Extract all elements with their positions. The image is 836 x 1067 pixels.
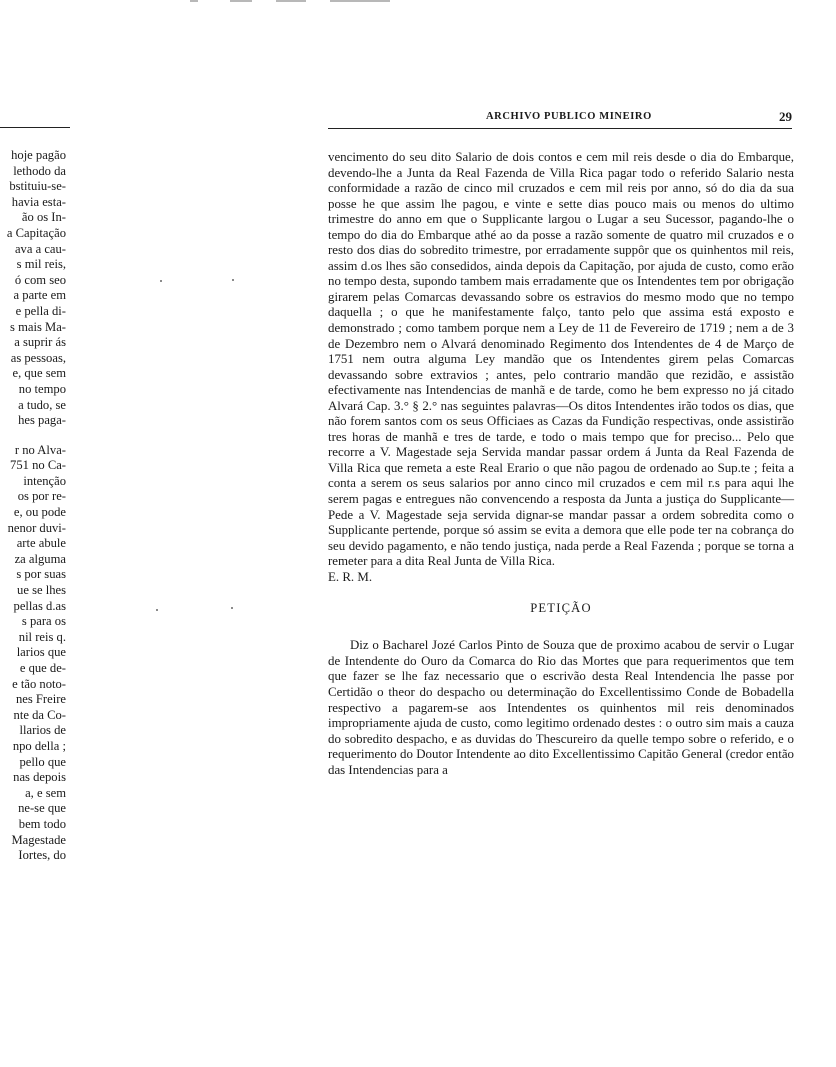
facing-page-line: Magestade	[11, 832, 66, 847]
facing-page-line: nas depois	[13, 770, 66, 785]
page-number: 29	[779, 109, 792, 124]
signoff: E. R. M.	[328, 569, 373, 584]
main-text-column	[328, 150, 794, 778]
header-rule	[328, 128, 792, 129]
facing-page-line: a Capitação	[6, 225, 66, 240]
facing-page-line: za alguma	[14, 551, 66, 566]
facing-page-line: bstituiu-se-	[9, 179, 66, 194]
facing-page-line: ue se lhes	[17, 583, 66, 598]
scan-top-smudge	[190, 0, 410, 4]
page-header	[328, 110, 792, 126]
body-paragraph: Diz o Bacharel Jozé Carlos Pinto de Souza que de proximo acabou de servir o Lugar de Intendente do Ouro da Comarca do Rio das Mortes que para requerimentos que tem que fazer se lhe faz necessario que o escrivão desta Real Intendencia lhe passe por Certidão o theor do despacho ou determinação do Excellentissimo Conde de Bobadella respectivo a pagarem-se aos Intendentes os quinhentos mil reis denominados impropriamente ajuda de custo, como legitimo ordenado destes : o outro sim mais a cauza do sobredito despacho, e as duvidas do Thescureiro da quelle tempo sobre o referido, e o requerimento do Doutor Intendente ao dito Excellentissimo Capitão General (credor então das Intendencias para a	[328, 638, 794, 777]
facing-page-line: a suprir ás	[14, 335, 66, 350]
facing-page-gap	[0, 429, 66, 443]
facing-page-line: npo della ;	[12, 738, 66, 753]
facing-page-line: ó com seo	[14, 272, 66, 287]
facing-page-line: a tudo, se	[18, 397, 66, 412]
facing-page-line: intenção	[23, 473, 66, 488]
facing-page-line: hoje pagão	[11, 148, 66, 162]
facing-page-line: as pessoas,	[10, 350, 66, 365]
running-title: ARCHIVO PUBLICO MINEIRO	[486, 111, 652, 122]
facing-page-line: no tempo	[18, 381, 66, 396]
facing-page-line: havia esta-	[11, 194, 66, 209]
facing-page-line: s mais Ma-	[10, 319, 66, 334]
facing-page-line: llarios de	[19, 723, 66, 738]
facing-page-line: os por re-	[17, 489, 66, 504]
facing-page-line: ão os In-	[21, 210, 66, 225]
facing-page-line: lethodo da	[13, 163, 66, 178]
facing-page-line: bem todo	[18, 816, 66, 831]
body-paragraph: vencimento do seu dito Salario de dois contos e cem mil reis desde o dia do Embarque, devendo-lhe a Junta da Real Fazenda de Villa Rica pagar todo o referido Salario nesta conformidade a razão de cinco mil cruzados e cem mil reis por anno, só do dia da sua posse he que assim lhe pagou, e vinte e sette dias pouco mais ou menos do ultimo trimestre do anno em que o Supplicante largou o Lugar a seu Sucessor, pagando-lhe o tempo do dia do Embarque athé ao da posse a razão somente de quatro mil cruzados e o resto dos dias do sobredito trimestre, por erradamente suppôr que os quinhentos mil reis, assim d.os lhes são consedidos, ainda depois da Capitação, por ajuda de custo, como erão no tempo desta, supondo tambem mais erradamente que os Intendentes tem por obrigação girarem pelas Comarcas devassando sobre os estravios do mesmo modo que no tempo daquella ; o que he manifestamente falço, tanto pelo que assima está exposto e demonstrado ; como tambem porque nem a Ley de 11 de Fevereiro de 1719 ; nem a de 3 de Dezembro nem o Alvará denominado Regimento dos Intendentes de 4 de Março de 1751 nem outra alguma Ley mandão que os Intendentes girem pelas Comarcas devassando sobre extravios ; antes, pelo contrario mandão que rezidão, e assistão efectivamente nas Intendencias de manhã e de tarde, como he bem expresso no já citado Alvará Cap. 3.° § 2.° nas seguintes palavras—Os ditos Intendentes irão todos os dias, que não forem santos com os seus Officiaes as Cazas da Fundição respectivas, onde assistirão tres horas de manhã e tres de tarde, e todo o mais tempo que for preciso... Pelo que recorre a V. Magestade seja Servida mandar passar ordem á Junta da Real Fazenda de Villa Rica que remeta a este Real Erario o que não pagou de ordenado ao Sup.te ; feita a conta a serem os seus salarios por anno cinco mil cruzados e cem mil r.s para aqui lhe serem pagas e entregues não convencendo a resposta da Junta a justiça do Supplicante—Pede a V. Magestade seja servida dignar-se mandar passar a ordem sobredita como o Supplicante pertende, porque só assim se evita a demora que elle pode ter na cobrança do seu devido pagamento, e não tendo justiça, nada perde a Real Fazenda ; porque se torna a remeter para a dita Real Junta de Villa Rica.	[328, 150, 794, 569]
facing-page-line: r no Alva-	[14, 442, 66, 457]
facing-page-text	[0, 148, 66, 864]
facing-page-line: s por suas	[16, 567, 66, 582]
facing-page-line: e tão noto-	[12, 676, 66, 691]
facing-page-line: pello que	[19, 754, 66, 769]
facing-page-line: e, que sem	[12, 366, 66, 381]
facing-page-line: nil reis q.	[18, 629, 66, 644]
facing-page-line: a parte em	[13, 288, 66, 303]
facing-page-line: e pella di-	[15, 303, 66, 318]
facing-page-header-rule	[0, 127, 70, 128]
facing-page-line: 751 no Ca-	[10, 458, 66, 473]
facing-page-line: hes paga-	[18, 413, 66, 428]
facing-page-line: nte da Co-	[13, 707, 66, 722]
facing-page-line: Iortes, do	[18, 848, 66, 863]
section-heading: PETIÇÃO	[530, 601, 592, 616]
facing-page-line: e, ou pode	[13, 505, 66, 520]
facing-page-line: e que de-	[19, 661, 66, 675]
facing-page-line: ne-se que	[18, 801, 66, 816]
facing-page-line: s para os	[21, 614, 66, 629]
facing-page-line: a, e sem	[25, 785, 66, 800]
facing-page-line: nenor duvi-	[7, 520, 66, 535]
facing-page-line: s mil reis,	[16, 257, 66, 272]
facing-page-line: ava a cau-	[14, 241, 66, 256]
facing-page-fragment	[0, 127, 70, 997]
facing-page-line: larios que	[16, 645, 66, 660]
facing-page-line: nes Freire	[15, 692, 66, 707]
facing-page-line: pellas d.as	[13, 598, 66, 613]
facing-page-line: arte abule	[16, 536, 66, 551]
